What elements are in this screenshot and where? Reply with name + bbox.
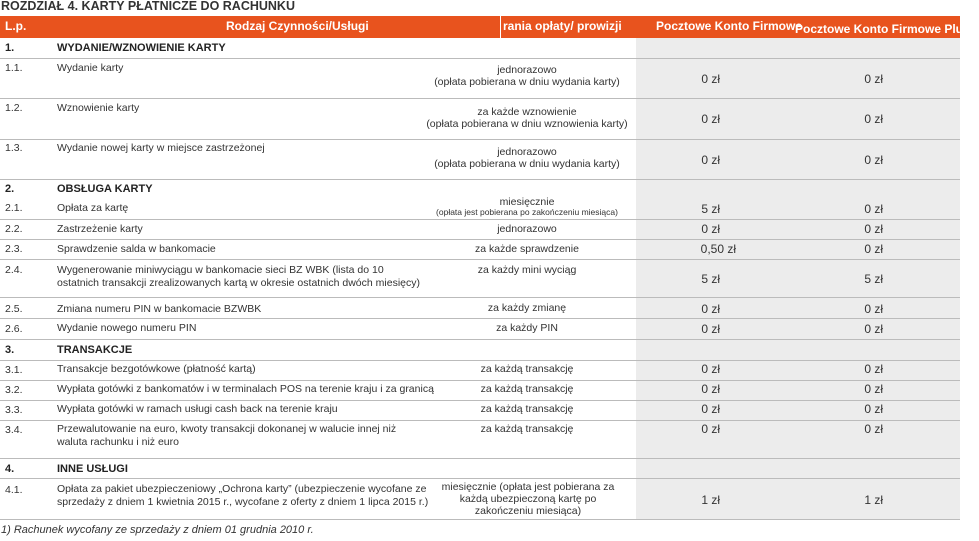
row-number: 4.1. (5, 484, 23, 496)
row-condition: jednorazowo (opłata pobierana w dniu wydania karty) (434, 64, 620, 88)
row-condition: za każdą transakcję (480, 383, 574, 395)
footnote-mark: 1) (972, 23, 979, 30)
row-description: Wygenerowanie miniwyciągu w bankomacie sieci BZ WBK (lista do 10 ostatnich transakcji zrealizowanych kartą w okresie ostatnich dwóch miesięcy) (57, 264, 420, 289)
footnote: 1) Rachunek wycofany ze sprzedaży z dniem 01 grudnia 2010 r. (1, 524, 314, 536)
row-value-konto: 0 zł (701, 153, 720, 167)
row-description: Zmiana numeru PIN w bankomacie BZWBK (57, 303, 262, 315)
row-number: 2.4. (5, 264, 23, 276)
header-service: Rodzaj Czynności/Usługi (226, 19, 369, 33)
row-number: 3.1. (5, 364, 23, 376)
row-description: Opłata za pakiet ubezpieczeniowy „Ochrona karty” (ubezpieczenie wycofane ze sprzedaży z dniem 1 kwietnia 2015 r., wycofane z oferty z dniem 1 lipca 2015 r.) (57, 483, 429, 508)
header-lp: L.p. (5, 19, 27, 33)
row-value-konto-plus: 0 zł (864, 72, 883, 86)
row-value-konto: 5 zł (701, 202, 720, 216)
row-number: 3.4. (5, 424, 23, 436)
row-value-konto-plus: 0 zł (864, 202, 883, 216)
row-description: Zastrzeżenie karty (57, 223, 143, 235)
row-number: 3.2. (5, 384, 23, 396)
row-condition: za każde wznowienie (opłata pobierana w dniu wznowienia karty) (426, 106, 628, 130)
row-number: 2.1. (5, 202, 23, 214)
header-mode: rania opłaty/ prowizji (503, 19, 622, 33)
row-value-konto: 0 zł (701, 112, 720, 126)
row-value-konto-plus: 0 zł (864, 112, 883, 126)
row-description: Wypłata gotówki w ramach usługi cash back na terenie kraju (57, 403, 338, 415)
row-number: 2.2. (5, 223, 23, 235)
row-condition: za każdy PIN (496, 322, 558, 334)
page-title: ROZDZIAŁ 4. KARTY PŁATNICZE DO RACHUNKU (1, 0, 295, 13)
row-number: 1.3. (5, 142, 23, 154)
row-value-konto: 0 zł (701, 222, 720, 236)
row-condition: jednorazowo (497, 223, 557, 235)
row-value-konto: 0 zł (701, 422, 720, 436)
row-value-konto: 0 zł (701, 322, 720, 336)
section-2-title: OBSŁUGA KARTY (57, 183, 153, 195)
row-value-konto-plus: 0 zł (864, 382, 883, 396)
row-value-konto-plus: 5 zł (864, 272, 883, 286)
row-value-konto-plus: 0 zł (864, 322, 883, 336)
row-description: Transakcje bezgotówkowe (płatność kartą) (57, 363, 256, 375)
row-value-konto-plus: 0 zł (864, 222, 883, 236)
row-value-konto-plus: 0 zł (864, 402, 883, 416)
row-value-konto-plus: 0 zł (864, 242, 883, 256)
row-value-konto-plus: 0 zł (864, 302, 883, 316)
row-condition: miesięcznie (opłata jest pobierana za każdą ubezpieczoną kartę po zakończeniu miesiąca) (441, 481, 615, 517)
row-description: Wydanie nowej karty w miejsce zastrzeżonej (57, 142, 265, 154)
row-value-konto: 0 zł (701, 402, 720, 416)
row-condition: miesięcznie (opłata jest pobierana po zakończeniu miesiąca) (436, 196, 618, 217)
row-value-konto-plus: 1 zł (864, 493, 883, 507)
row-number: 1.1. (5, 62, 23, 74)
row-value-konto: 0 zł (701, 302, 720, 316)
row-value-konto-plus: 0 zł (864, 422, 883, 436)
row-value-konto: 1 zł (701, 493, 720, 507)
row-number: 3.3. (5, 404, 23, 416)
section-1-num: 1. (5, 42, 15, 54)
header-konto-plus: Pocztowe Konto Firmowe Plus $^{1)}$ (795, 22, 979, 36)
row-description: Wypłata gotówki z bankomatów i w terminalach POS na terenie kraju i za granicą (57, 383, 434, 395)
row-value-konto: 0 zł (701, 382, 720, 396)
row-value-konto: 5 zł (701, 272, 720, 286)
row-condition: za każde sprawdzenie (475, 243, 579, 255)
section-2-num: 2. (5, 183, 15, 195)
section-4-num: 4. (5, 463, 15, 475)
row-value-konto: 0,50 zł (700, 242, 736, 256)
row-condition: za każdy zmianę (487, 302, 567, 314)
row-condition: za każdą transakcję (480, 363, 574, 375)
row-condition: za każdy mini wyciąg (477, 264, 577, 276)
row-number: 1.2. (5, 102, 23, 114)
row-description: Sprawdzenie salda w bankomacie (57, 243, 216, 255)
row-number: 2.3. (5, 243, 23, 255)
row-value-konto-plus: 0 zł (864, 153, 883, 167)
row-value-konto: 0 zł (701, 362, 720, 376)
row-description: Przewalutowanie na euro, kwoty transakcji dokonanej w walucie innej niż waluta rachunku i niż euro (57, 423, 397, 448)
section-3-title: TRANSAKCJE (57, 344, 133, 356)
row-description: Wydanie karty (57, 62, 124, 74)
row-number: 2.5. (5, 303, 23, 315)
row-description: Opłata za kartę (57, 202, 129, 214)
section-4-title: INNE USŁUGI (57, 463, 128, 475)
row-value-konto-plus: 0 zł (864, 362, 883, 376)
row-condition: za każdą transakcję (480, 403, 574, 415)
row-description: Wznowienie karty (57, 102, 140, 114)
table-header (0, 16, 979, 38)
row-condition: jednorazowo (opłata pobierana w dniu wydania karty) (434, 146, 620, 170)
row-description: Wydanie nowego numeru PIN (57, 322, 197, 334)
section-3-num: 3. (5, 344, 15, 356)
row-condition: za każdą transakcję (480, 423, 574, 435)
header-konto: Pocztowe Konto Firmowe (656, 19, 803, 33)
section-1-title: WYDANIE/WZNOWIENIE KARTY (57, 42, 226, 54)
row-value-konto: 0 zł (701, 72, 720, 86)
row-number: 2.6. (5, 323, 23, 335)
